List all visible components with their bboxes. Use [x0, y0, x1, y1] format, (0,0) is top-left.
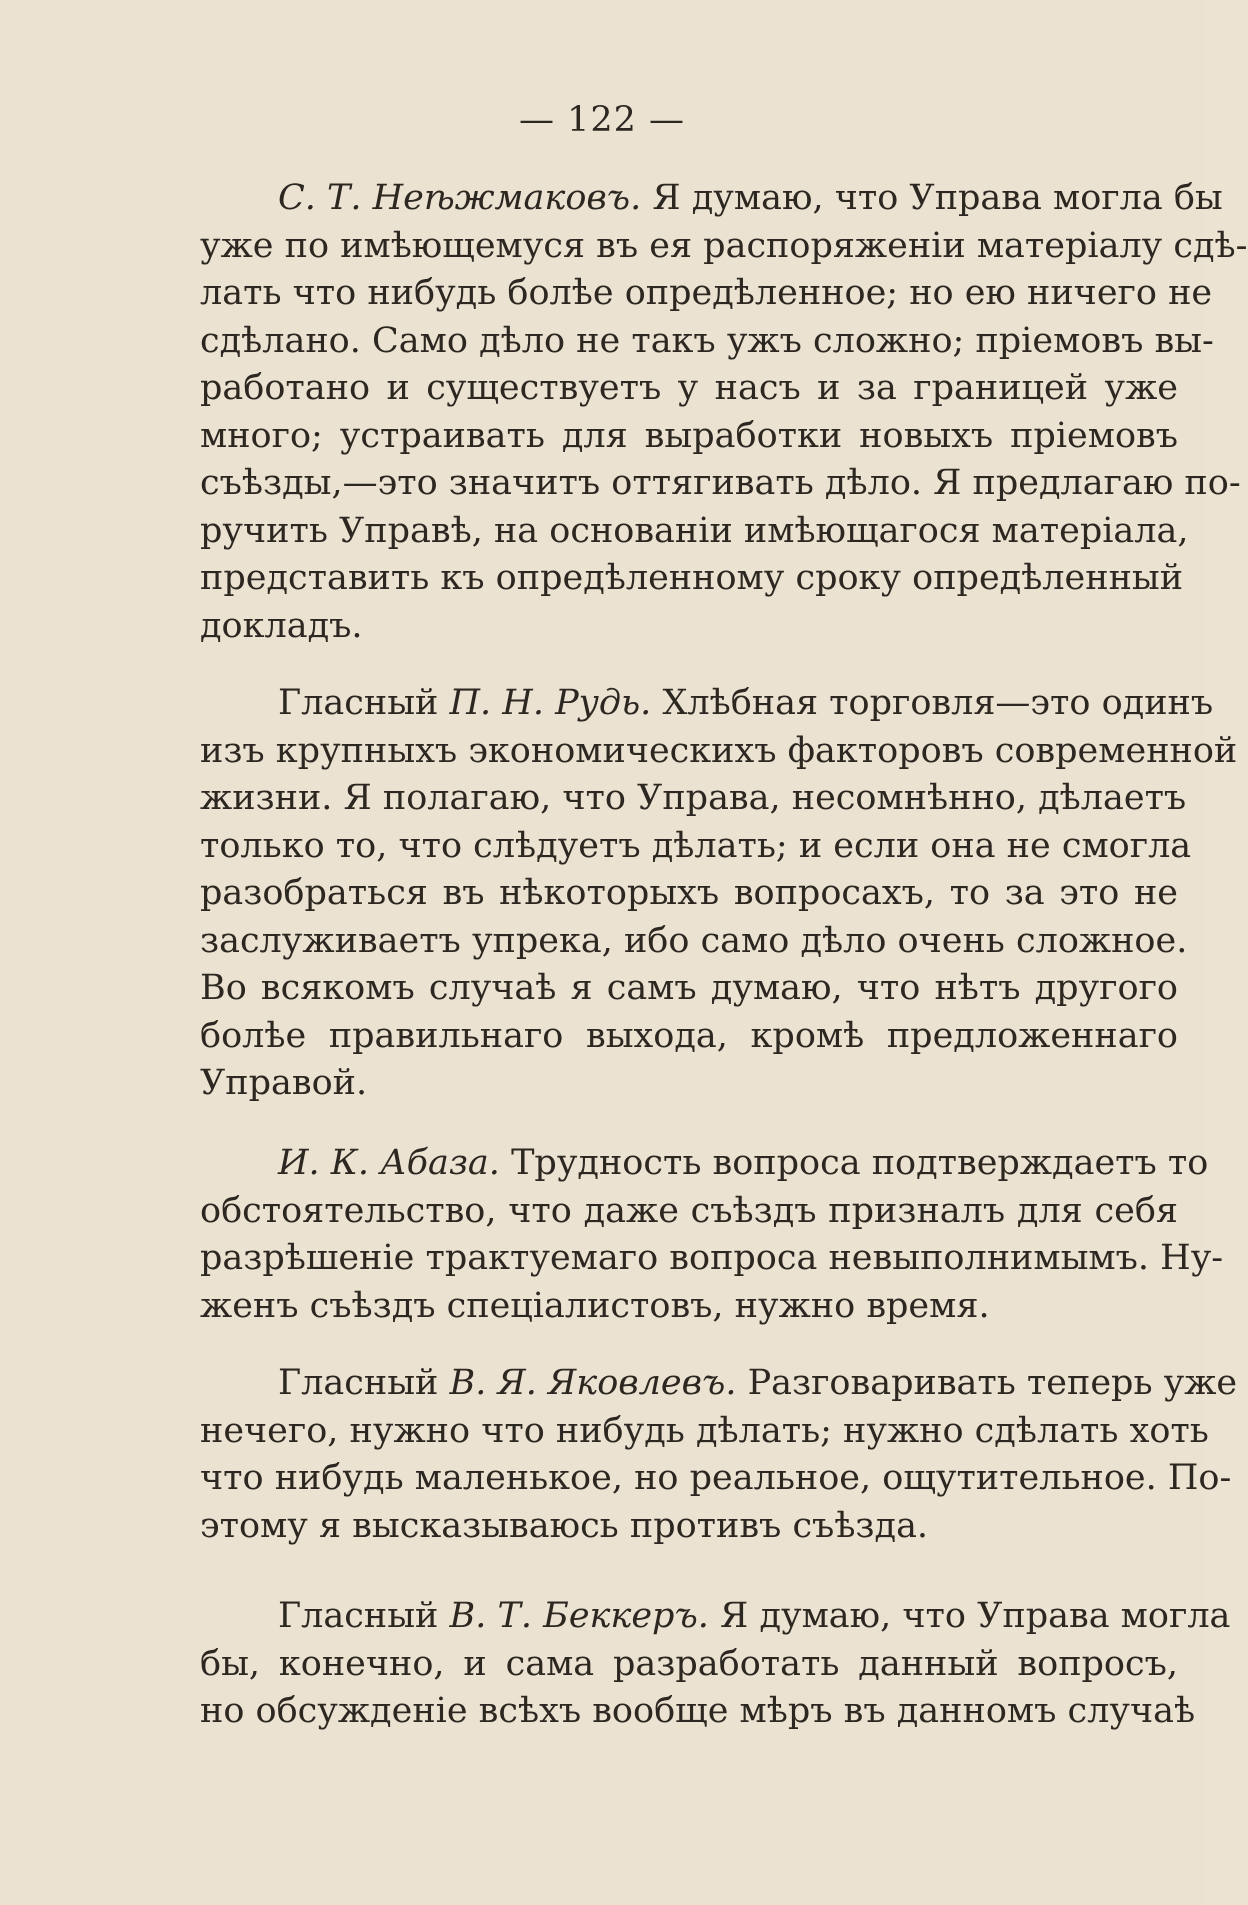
paragraph-first-line [200, 680, 1214, 728]
paragraph [200, 175, 1248, 650]
speaker-name: И. К. Абаза. [278, 1143, 500, 1183]
text-line: но обсужденіе всѣхъ вообще мѣръ въ данномъ случаѣ [200, 1691, 1196, 1731]
paragraph-first-line [200, 1593, 1231, 1641]
paragraph-first-line [200, 175, 1223, 223]
text-line: Я думаю, что Управа могла бы [652, 178, 1223, 218]
text-line: женъ съѣздъ спеціалистовъ, нужно время. [200, 1285, 990, 1326]
paragraph [200, 1593, 1231, 1736]
text-line: Разговаривать теперь уже [747, 1363, 1238, 1403]
paragraph-first-line [200, 1140, 1209, 1188]
text-line: работано и существуетъ у насъ и за границей уже [200, 368, 1178, 408]
speaker-prefix: Гласный [278, 1596, 439, 1636]
text-line: этому я высказываюсь противъ съѣзда. [200, 1505, 929, 1546]
speaker-name: С. Т. Неѣжмаковъ. [278, 178, 642, 218]
text-line: Управой. [200, 1063, 368, 1103]
text-line: бы, конечно, и сама разработать данный вопросъ, [200, 1643, 1178, 1684]
text-line: Во всякомъ случаѣ я самъ думаю, что нѣтъ другого [200, 968, 1178, 1008]
text-line: обстоятельство, что даже съѣздъ призналъ для себя [200, 1190, 1178, 1231]
paragraph [200, 1360, 1238, 1550]
text-line: съѣзды,—это значитъ оттягивать дѣло. Я предлагаю по- [200, 463, 1241, 503]
paragraph [200, 1140, 1224, 1330]
text-line: лать что нибудь болѣе опредѣленное; но ею ничего не [200, 273, 1213, 313]
text-line: изъ крупныхъ экономическихъ факторовъ современной [200, 730, 1238, 771]
text-line: что нибудь маленькое, но реальное, ощутительное. По- [200, 1458, 1232, 1498]
text-line: сдѣлано. Само дѣло не такъ ужъ сложно; пріемовъ вы- [200, 320, 1214, 361]
speaker-name: П. Н. Рудь. [449, 683, 652, 723]
text-line: заслуживаетъ упрека, ибо само дѣло очень сложное. [200, 920, 1188, 961]
text-line: болѣе правильнаго выхода, кромѣ предложеннаго [200, 1015, 1178, 1056]
paragraph [200, 680, 1238, 1108]
text-line: Я думаю, что Управа могла [720, 1596, 1231, 1636]
speaker-prefix: Гласный [278, 683, 439, 723]
text-line: Трудность вопроса подтверждаетъ то [511, 1143, 1209, 1183]
text-line: ручить Управѣ, на основаніи имѣющагося матеріала, [200, 510, 1189, 551]
text-line: жизни. Я полагаю, что Управа, несомнѣнно, дѣлаетъ [200, 778, 1187, 818]
text-line: докладъ. [200, 605, 363, 646]
text-line: уже по имѣющемуся въ ея распоряженіи матеріалу сдѣ- [200, 225, 1248, 266]
paragraph-first-line [200, 1360, 1238, 1408]
speaker-name: В. Я. Яковлевъ. [449, 1363, 737, 1403]
text-line: разобраться въ нѣкоторыхъ вопросахъ, то за это не [200, 873, 1178, 913]
text-line: только то, что слѣдуетъ дѣлать; и если она не смогла [200, 825, 1192, 866]
text-line: Хлѣбная торговля—это одинъ [662, 683, 1214, 723]
text-line: много; устраивать для выработки новыхъ пріемовъ [200, 415, 1178, 456]
page-number: — 122 — [518, 100, 686, 140]
speaker-name: В. Т. Беккеръ. [449, 1596, 709, 1636]
text-line: разрѣшеніе трактуемаго вопроса невыполнимымъ. Ну- [200, 1238, 1224, 1278]
text-line: нечего, нужно что нибудь дѣлать; нужно сдѣлать хоть [200, 1410, 1209, 1451]
speaker-prefix: Гласный [278, 1363, 439, 1403]
text-line: представить къ опредѣленному сроку опредѣленный [200, 558, 1184, 598]
